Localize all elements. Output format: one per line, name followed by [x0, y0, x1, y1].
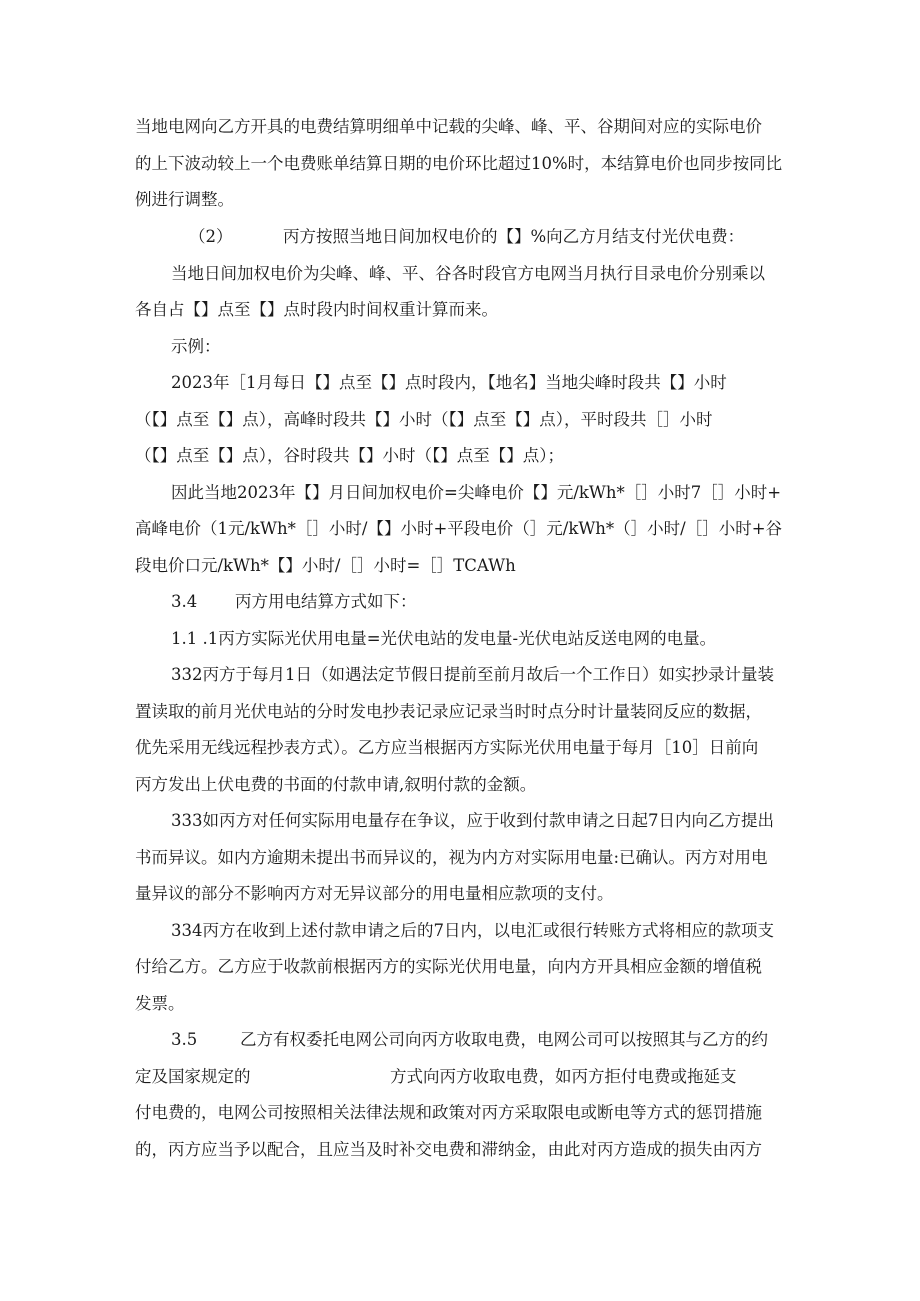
paragraph-line: 的上下波动较上一个电费账单结算日期的电价环比超过10%时，本结算电价也同步按同比 [135, 154, 783, 173]
paragraph-line: 乙方有权委托电网公司向丙方收取电费，电网公司可以按照其与乙方的约 [240, 1030, 768, 1049]
paragraph-line: 的，丙方应当予以配合，且应当及时补交电费和滞纳金，由此对丙方造成的损失由丙方 [135, 1140, 762, 1159]
paragraph-line: 334丙方在收到上述付款申请之后的7日内，以电汇或很行转账方式将相应的款项支 [171, 921, 774, 940]
paragraph-line: 2023年［1月每日【】点至【】点时段内，【地名】当地尖峰时段共【】小时 [171, 373, 727, 392]
clause-number: 3.4 [171, 592, 198, 611]
paragraph-line: 因此当地2023年【】月日间加权电价=尖峰电价【】元/kWh*［］小时7［］小时+ [171, 483, 782, 502]
paragraph-line: 示例： [171, 337, 221, 356]
paragraph-line: 当地日间加权电价为尖峰、峰、平、谷各时段官方电网当月执行目录电价分别乘以 [171, 264, 765, 283]
paragraph-line: 1.1 .1丙方实际光伏用电量=光伏电站的发电量-光伏电站反送电网的电量。 [171, 629, 717, 648]
paragraph-line: 当地电网向乙方开具的电费结算明细单中记载的尖峰、峰、平、谷期间对应的实际电价 [135, 117, 762, 136]
clause-number: 3.5 [171, 1030, 198, 1049]
paragraph-line: 定及国家规定的 [135, 1067, 251, 1086]
paragraph-line: 付电费的，电网公司按照相关法律法规和政策对丙方采取限电或断电等方式的惩罚措施 [135, 1103, 762, 1122]
paragraph-line: 方式向丙方收取电费，如丙方拒付电费或拖延支 [390, 1067, 737, 1086]
paragraph-line: 置读取的前月光伏电站的分时发电抄表记录应记录当时时点分时计量装冏反应的数据， [135, 702, 762, 721]
paragraph-line: 优先采用无线远程抄表方式）。乙方应当根据丙方实际光伏用电量于每月［10］日前向 [135, 738, 759, 757]
paragraph-line: 付给乙方。乙方应于收款前根据丙方的实际光伏用电量，向内方开具相应金额的增值税 [135, 957, 762, 976]
paragraph-line: 丙方按照当地日间加权电价的【】%向乙方月结支付光伏电费： [283, 227, 745, 246]
paragraph-line: 高峰电价（1元/kWh*［］小时/【】小时+平段电价（］元/kWh*（］小时/［］小时+谷 [135, 519, 783, 538]
paragraph-line: 丙方用电结算方式如下： [235, 592, 417, 611]
paragraph-line: 例进行调整。 [135, 190, 234, 209]
paragraph-line: 333如丙方对任何实际用电量存在争议，应于收到付款申请之日起7日内向乙方提出 [171, 811, 774, 830]
paragraph-line: 发票。 [135, 994, 185, 1013]
paragraph-line: 书而异议。如内方逾期未提出书而异议的，视为内方对实际用电量:已确认。丙方对用电 [135, 848, 768, 867]
paragraph-line: 段电价口元/kWh*【】小时/［］小时=［］TCAWh [135, 556, 516, 575]
paragraph-line: 量异议的部分不影响丙方对无异议部分的用电量相应款项的支付。 [135, 884, 614, 903]
paragraph-line: （【】点至【】点），谷时段共【】小时（【】点至【】点）； [135, 446, 564, 465]
paragraph-line: 各自占【】点至【】点时段内时间权重计算而来。 [135, 300, 498, 319]
paragraph-line: （【】点至【】点），高峰时段共【】小时（【】点至【】点），平时段共［］小时 [135, 410, 713, 429]
clause-number: （2） [189, 227, 233, 246]
paragraph-line: 丙方发出上伏电费的书面的付款申请,叙明付款的金额。 [135, 775, 537, 794]
paragraph-line: 332丙方于每月1日（如遇法定节假日提前至前月故后一个工作日）如实抄录计量装 [171, 665, 774, 684]
